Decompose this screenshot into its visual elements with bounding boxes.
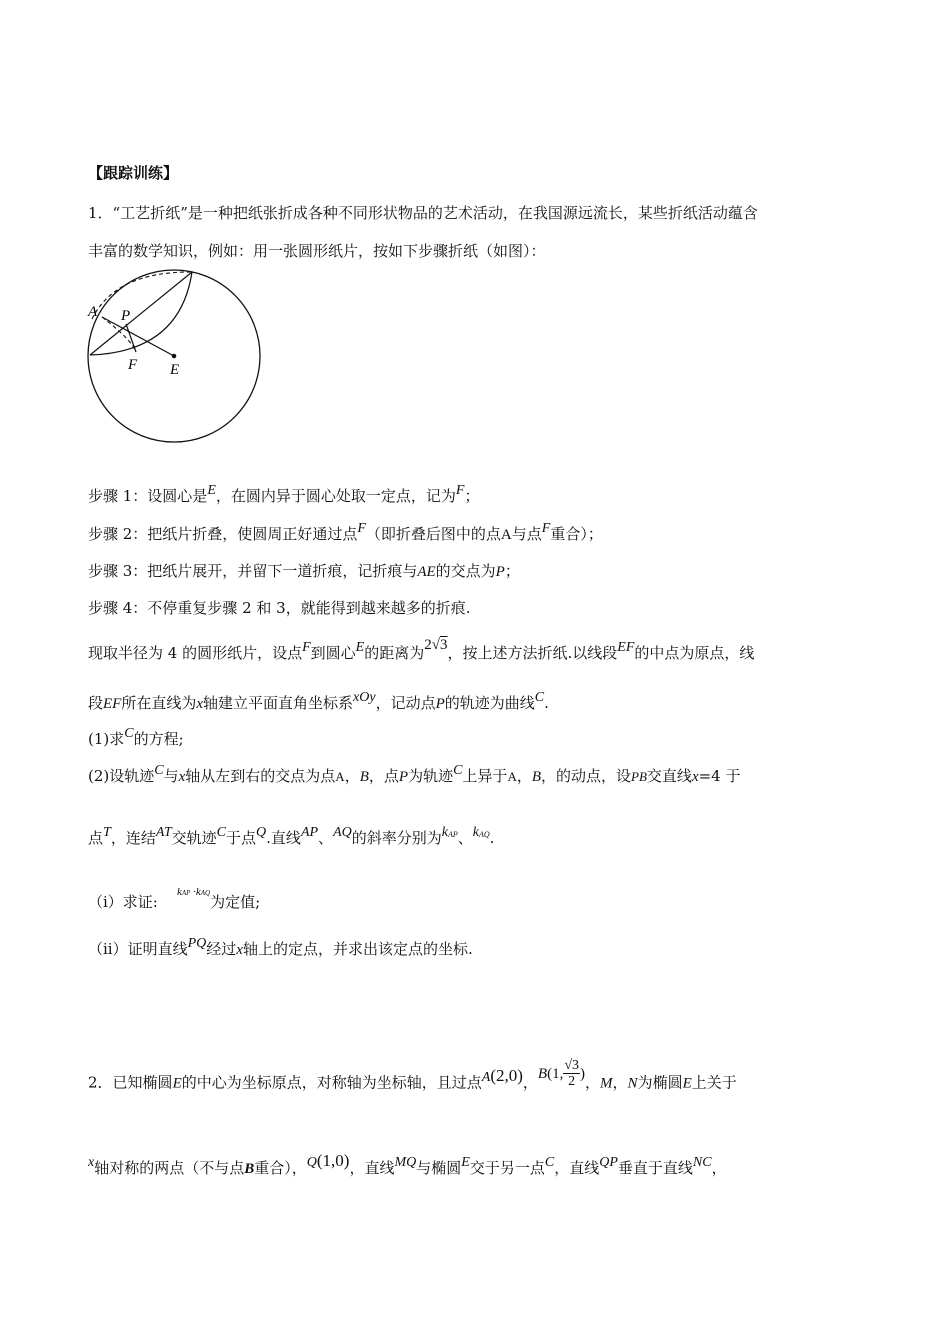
text-fragment: ； (504, 562, 520, 580)
section-heading: 【跟踪训练】 (88, 164, 179, 182)
text-fragment: x (88, 1155, 95, 1170)
text-fragment: 交于另一点 (469, 1159, 545, 1177)
text-fragment: (1, (547, 1065, 564, 1082)
text-fragment: 2． (88, 1073, 113, 1092)
text-fragment: 轴建立平面直角坐标系 (203, 694, 354, 712)
text-fragment: 垂直于直线 (617, 1159, 693, 1177)
text-fragment: ， (344, 767, 360, 785)
text-fragment: A (481, 1069, 491, 1085)
text-fragment: F (302, 640, 311, 655)
problem1-line1 (88, 203, 758, 223)
problem1-number: 1． (88, 204, 113, 222)
text-fragment: 轴对称的两点（不与点 (94, 1159, 245, 1177)
text-fragment: AT (155, 825, 172, 840)
text-fragment: F (455, 483, 465, 498)
text-fragment: ，直线 (554, 1159, 600, 1177)
text-fragment: T (103, 825, 111, 840)
text-fragment: 为椭圆 (637, 1073, 683, 1092)
text-fragment: 已知椭圆 (112, 1073, 173, 1092)
label-P: P (121, 308, 131, 324)
text-fragment: ，的动点，设 (541, 767, 632, 785)
text-fragment: ，按上述方法折纸.以线段 (447, 644, 618, 662)
text-fragment: x (196, 696, 204, 712)
text-fragment: 交直线 (646, 767, 692, 785)
text-fragment: AP (447, 830, 458, 839)
text-fragment: QP (599, 1155, 618, 1170)
question2-part-i (88, 886, 261, 915)
text-fragment: N (627, 1075, 638, 1092)
text-fragment: . (489, 829, 495, 847)
text-fragment: E (461, 1155, 470, 1170)
text-fragment: AQ (333, 825, 352, 840)
text-fragment: 与点 (511, 525, 542, 543)
text-fragment: P (398, 769, 409, 785)
label-F: F (128, 357, 138, 373)
text-fragment: MQ (394, 1155, 417, 1170)
text-fragment: E (172, 1075, 182, 1092)
text-fragment: 现取半径为 4 的圆形纸片，设点 (88, 644, 303, 662)
text-fragment: ，直线 (349, 1159, 395, 1177)
text-fragment: B (531, 769, 542, 785)
problem1-line2: 丰富的数学知识，例如：用一张圆形纸片，按如下步骤折纸（如图）： (88, 242, 546, 260)
condition-line2 (88, 690, 549, 715)
text-fragment: 2 (568, 1074, 576, 1089)
text-fragment: xOy (353, 690, 376, 705)
text-fragment: E (207, 483, 216, 498)
text-fragment: M (600, 1075, 613, 1092)
text-fragment: ，在圆内异于圆心处取一定点，记为 (215, 487, 456, 505)
text-fragment: EF (103, 696, 122, 712)
text-fragment: .直线 (266, 829, 301, 847)
text-fragment: 的中心为坐标原点，对称轴为坐标轴，且过点 (181, 1073, 482, 1092)
step3 (88, 561, 520, 582)
text-fragment: 2 (424, 637, 432, 653)
text-fragment: (2)设轨迹 (88, 767, 155, 785)
text-fragment: (2,0) (490, 1065, 523, 1085)
text-fragment: 步骤 1：设圆心是 (88, 487, 208, 505)
text-fragment: E (355, 640, 365, 655)
text-fragment: (1,0) (316, 1151, 350, 1170)
text-fragment: 与椭圆 (416, 1159, 462, 1177)
step2 (88, 521, 603, 546)
label-A: A (88, 304, 98, 320)
text-fragment: 所在直线为 (121, 694, 197, 712)
text-fragment: ， (585, 1073, 601, 1092)
text-fragment: A (335, 769, 345, 784)
fold-crease (90, 272, 192, 355)
text-fragment: B (537, 1065, 548, 1082)
text-fragment: 、 (318, 829, 334, 847)
text-fragment: x (236, 942, 243, 958)
step4: 步骤 4：不停重复步骤 2 和 3，就能得到越来越多的折痕. (88, 599, 471, 617)
text-fragment: 轴上的定点，并求出该定点的坐标. (242, 940, 473, 958)
text-fragment: PQ (187, 936, 207, 951)
text-fragment: 与 (163, 767, 179, 785)
text-fragment: AQ (200, 889, 211, 897)
text-fragment: 的中点为原点，线 (634, 644, 755, 662)
text-fragment: C (544, 1155, 555, 1170)
problem2-line2 (88, 1151, 727, 1180)
text-fragment: F (541, 521, 551, 536)
text-fragment: 3 (439, 637, 448, 653)
text-fragment: 、 (457, 829, 473, 847)
text-fragment: ， (711, 1159, 727, 1177)
text-fragment: 交轨迹 (171, 829, 217, 847)
text-fragment: （i）求证: (88, 893, 158, 911)
text-fragment: 重合）； (550, 525, 603, 543)
text-fragment: 轴从左到右的交点为点 (185, 767, 336, 785)
question2-line2 (88, 825, 495, 851)
text-fragment: （即折叠后图中的点 (365, 525, 501, 543)
text-fragment: P (435, 696, 445, 712)
text-fragment: √3 (564, 1058, 580, 1073)
question2-line1 (88, 763, 741, 788)
text-fragment: 重合）， (254, 1159, 307, 1177)
text-fragment: AQ (478, 830, 490, 839)
folding-figure (80, 262, 280, 447)
text-fragment: 的交点为 (435, 562, 496, 580)
text-fragment: C (124, 726, 134, 741)
text-fragment: 的距离为 (364, 644, 425, 662)
text-fragment: =4 于 (698, 767, 741, 785)
text-fragment: 段 (88, 694, 104, 712)
text-fragment: AE (417, 564, 436, 580)
question2-part-ii (88, 936, 473, 961)
text-fragment: F (357, 521, 366, 536)
text-fragment: (1)求 (88, 730, 125, 748)
text-fragment: k (176, 886, 182, 898)
center-point-E (172, 354, 177, 359)
text-fragment: 于点 (226, 829, 257, 847)
text-fragment: NC (692, 1155, 712, 1170)
text-fragment: 到圆心 (310, 644, 356, 662)
text-fragment: 步骤 3：把纸片展开，并留下一道折痕，记折痕与 (88, 562, 418, 580)
text-fragment: A (500, 527, 512, 543)
text-fragment: x (691, 769, 699, 785)
folded-arc-dashed (92, 272, 190, 319)
text-fragment: C (534, 690, 545, 705)
text-fragment: k (195, 886, 201, 898)
problem2-line1 (88, 1058, 737, 1099)
text-fragment: AP (181, 889, 191, 897)
text-fragment: ， (522, 1073, 538, 1092)
text-fragment: 的轨迹为曲线 (444, 694, 535, 712)
problem1-text-1: “工艺折纸”是一种把纸张折成各种不同形状物品的艺术活动，在我国源远流长，某些折纸活动蕴含 (112, 204, 758, 222)
text-fragment: C (154, 763, 164, 778)
text-fragment: （ii）证明直线 (88, 940, 188, 958)
text-fragment: 上关于 (691, 1073, 737, 1092)
question1 (88, 726, 184, 751)
text-fragment: · (193, 886, 196, 898)
text-fragment: x (178, 769, 186, 785)
text-fragment: k (472, 825, 479, 840)
text-fragment: 经过 (206, 940, 237, 958)
text-fragment: AP (300, 825, 319, 840)
text-fragment: 步骤 2：把纸片折叠，使圆周正好通过点 (88, 525, 358, 543)
text-fragment: ； (464, 487, 480, 505)
text-fragment: PB (631, 769, 647, 784)
text-fragment: C (453, 763, 463, 778)
text-fragment: E (682, 1075, 692, 1092)
text-fragment: ，连结 (110, 829, 156, 847)
text-fragment: ) (580, 1065, 586, 1082)
text-fragment: 的方程; (133, 730, 184, 748)
text-fragment: Q (306, 1155, 317, 1170)
text-fragment: ， (612, 1073, 628, 1092)
text-fragment: EF (617, 640, 635, 655)
text-fragment: 点 (88, 829, 104, 847)
text-fragment: Q (256, 825, 267, 840)
text-fragment: B (244, 1161, 255, 1177)
text-fragment: ，记动点 (375, 694, 436, 712)
text-fragment: ， (516, 767, 532, 785)
text-fragment: 为定值; (210, 893, 261, 911)
text-fragment: 的斜率分别为 (351, 829, 442, 847)
text-fragment: C (216, 825, 227, 840)
text-fragment: A (507, 769, 517, 784)
text-fragment: . (544, 694, 549, 712)
condition-line1: 现取半径为 4 的圆形纸片，设点F到圆心E的距离为2√3，按上述方法折纸.以线段EF的中点为原点，线 (88, 637, 755, 662)
step1 (88, 483, 480, 508)
text-fragment: 为轨迹 (408, 767, 454, 785)
text-fragment: P (495, 564, 505, 580)
label-E: E (170, 362, 180, 378)
text-fragment: k (441, 825, 448, 840)
text-fragment: ，点 (368, 767, 399, 785)
text-fragment: 上异于 (462, 767, 508, 785)
text-fragment: B (359, 769, 369, 785)
